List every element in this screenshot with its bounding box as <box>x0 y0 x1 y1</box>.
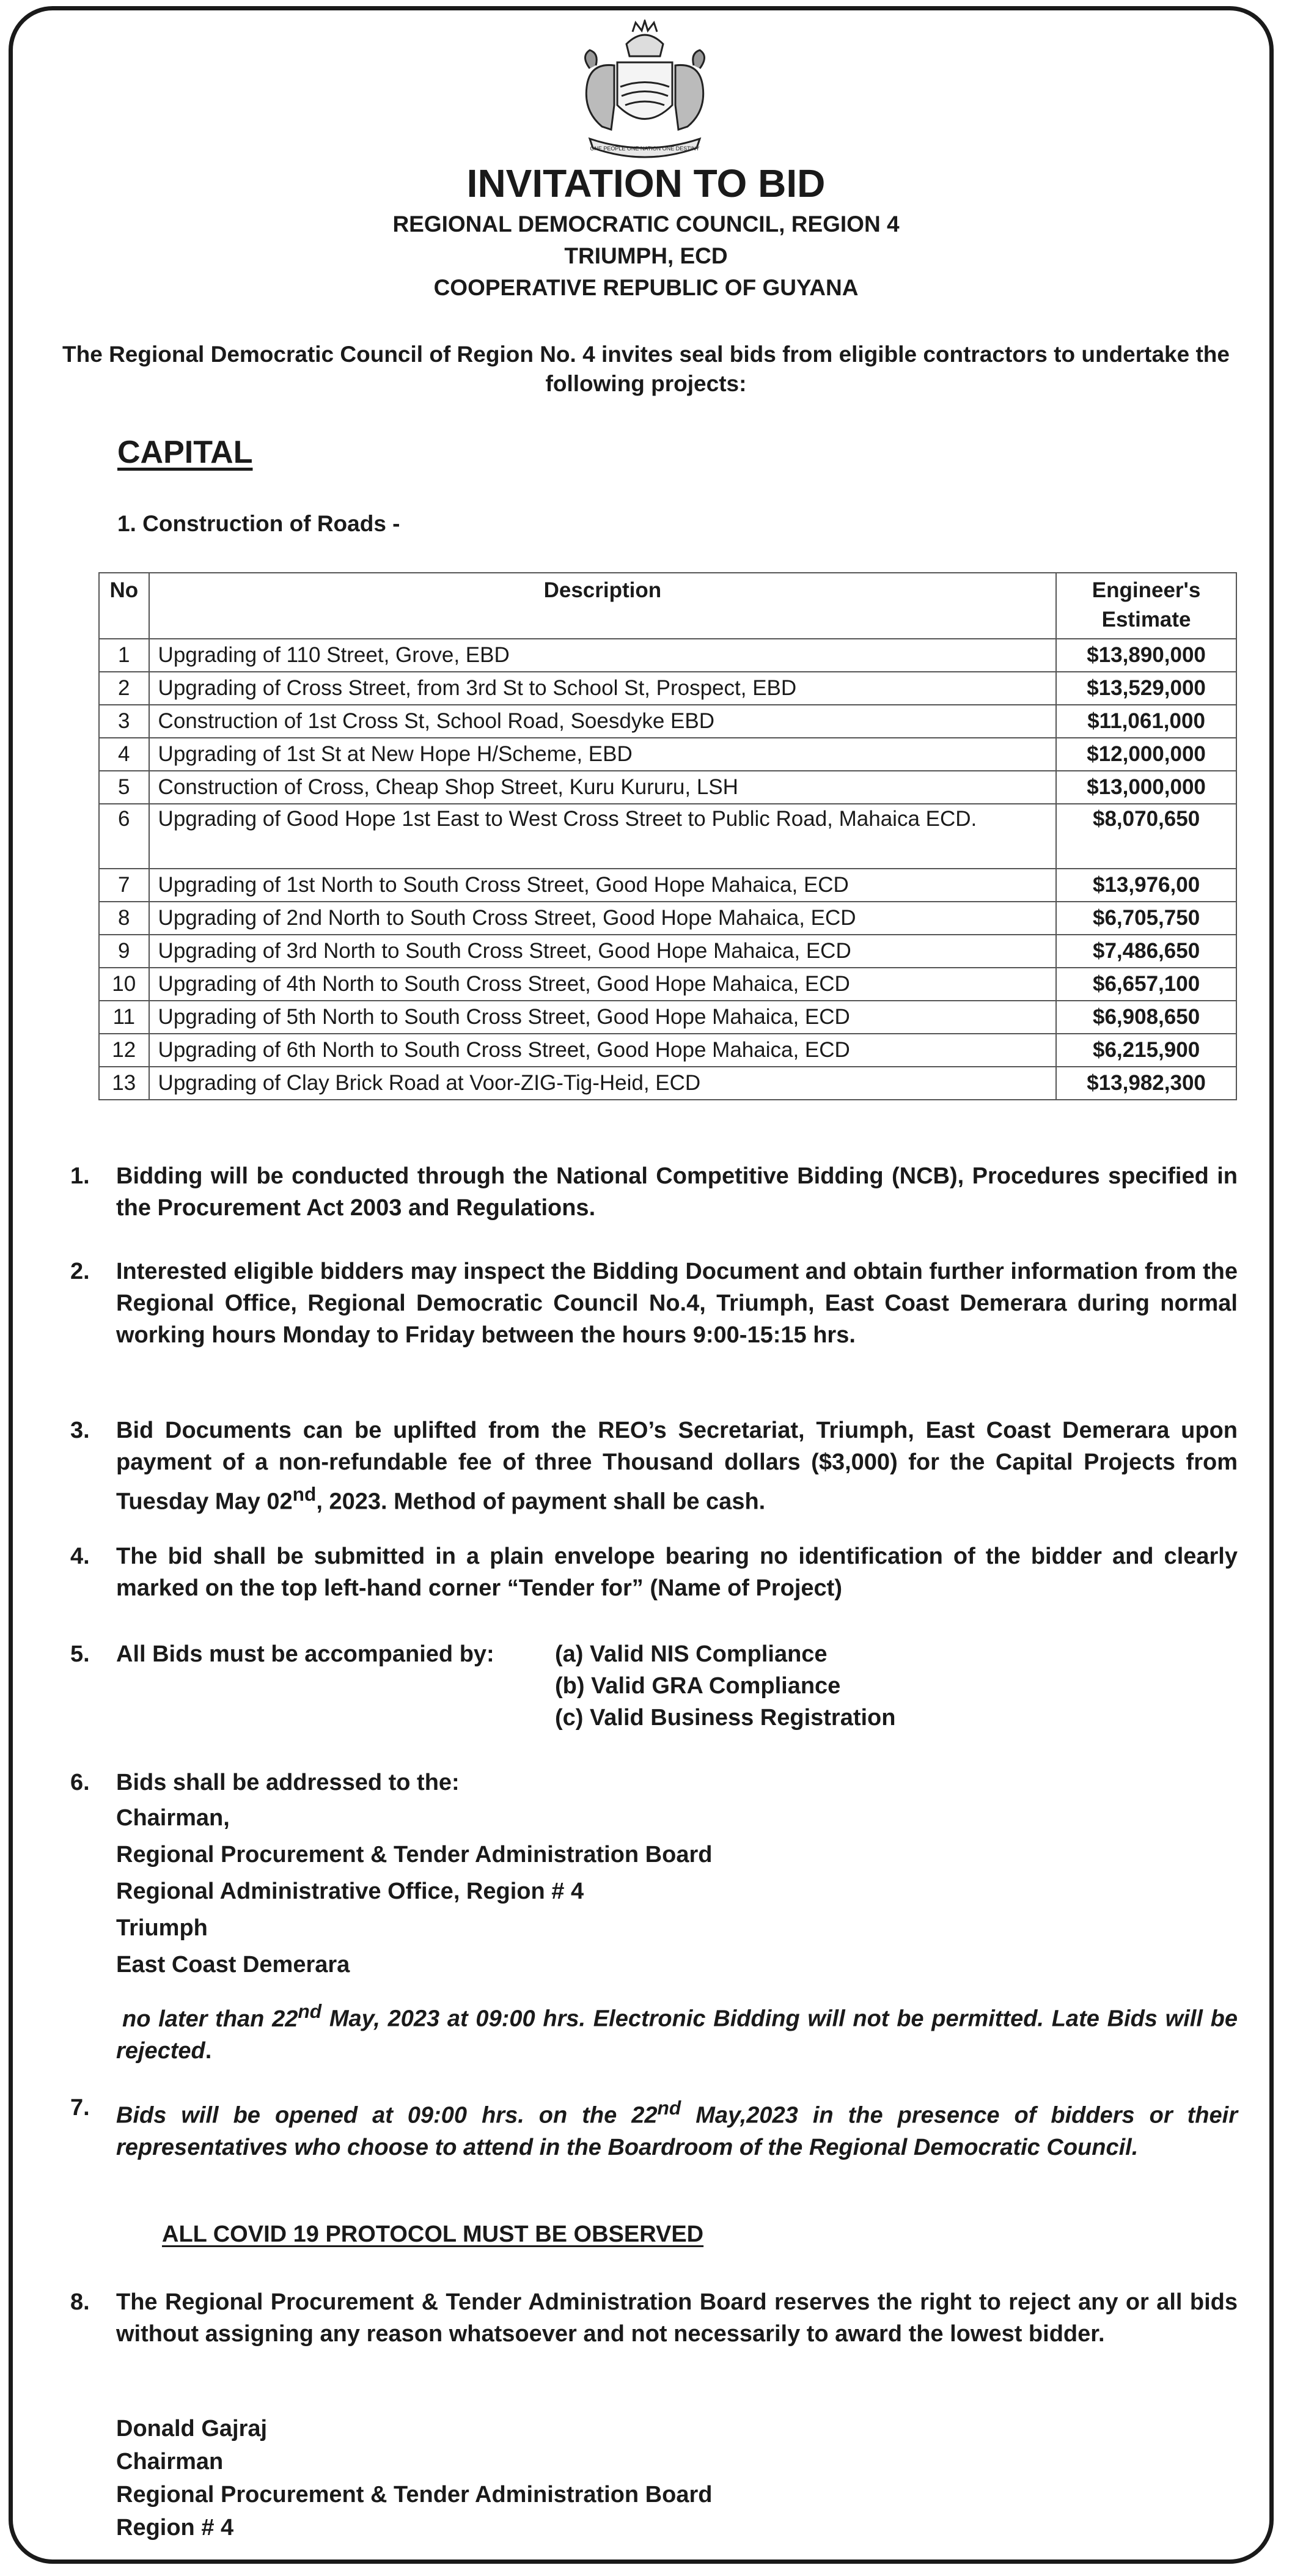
council-name: REGIONAL DEMOCRATIC COUNCIL, REGION 4 <box>392 212 900 237</box>
item-4 <box>70 1540 1238 1604</box>
address-line: Regional Procurement & Tender Administration Board <box>116 1842 713 1868</box>
row-estimate: $6,705,750 <box>1056 902 1236 935</box>
row-no: 12 <box>99 1034 149 1067</box>
council-location: TRIUMPH, ECD <box>564 243 728 268</box>
crest-motto: ONE PEOPLE ONE NATION ONE DESTINY <box>590 145 700 152</box>
item-7-text-a: Bids will be opened at 09:00 hrs. on the 22 <box>116 2102 658 2129</box>
header-estimate <box>1056 573 1236 639</box>
item-4-number: 4. <box>70 1544 90 1569</box>
deadline-text-d: . <box>205 2037 212 2064</box>
deadline-sup: nd <box>298 2000 322 2022</box>
bid-deadline <box>116 1995 1238 2067</box>
row-no: 9 <box>99 935 149 968</box>
roads-section-heading: 1. Construction of Roads - <box>117 511 400 536</box>
bid-address <box>116 1800 712 1983</box>
address-line: East Coast Demerara <box>116 1952 350 1978</box>
item-3-text-a: Bid Documents can be uplifted from the REO’s Secretariat, Triumph, East Coast Demerara upon payment of a non-refundable fee of three Thousand dollars ($3,000) for the Capital Projects from Tuesday May 02 <box>116 1418 1238 1515</box>
page-title: INVITATION TO BID <box>466 161 826 205</box>
table-row <box>99 935 1236 968</box>
coat-of-arms-emblem <box>553 20 736 160</box>
item-5-number: 5. <box>70 1641 90 1667</box>
deadline-text-a: no later than 22 <box>122 2006 298 2032</box>
requirement-nis: (a) Valid NIS Compliance <box>555 1641 828 1667</box>
table-row <box>99 672 1236 705</box>
row-estimate: $13,529,000 <box>1056 672 1236 705</box>
row-description: Upgrading of 1st North to South Cross Street, Good Hope Mahaica, ECD <box>149 869 1057 902</box>
requirements-list <box>498 1638 895 1734</box>
requirement-gra: (b) Valid GRA Compliance <box>555 1673 841 1699</box>
item-6-number: 6. <box>70 1770 90 1795</box>
item-2 <box>70 1256 1238 1351</box>
row-description: Upgrading of Clay Brick Road at Voor-ZIG-Tig-Heid, ECD <box>149 1067 1057 1100</box>
table-row <box>99 869 1236 902</box>
table-row <box>99 1034 1236 1067</box>
row-estimate: $13,982,300 <box>1056 1067 1236 1100</box>
row-no: 5 <box>99 771 149 804</box>
row-no: 6 <box>99 804 149 869</box>
row-estimate: $6,908,650 <box>1056 1001 1236 1034</box>
row-no: 2 <box>99 672 149 705</box>
item-7-sup: nd <box>657 2097 681 2119</box>
row-description: Upgrading of 3rd North to South Cross Street, Good Hope Mahaica, ECD <box>149 935 1057 968</box>
row-description: Upgrading of 4th North to South Cross Street, Good Hope Mahaica, ECD <box>149 968 1057 1001</box>
deadline-text-b: May, 2023 at 09:00 hrs. <box>321 2006 586 2032</box>
row-estimate: $13,000,000 <box>1056 771 1236 804</box>
row-no: 8 <box>99 902 149 935</box>
row-description: Upgrading of 5th North to South Cross Street, Good Hope Mahaica, ECD <box>149 1001 1057 1034</box>
item-7 <box>70 2092 1238 2163</box>
item-1 <box>70 1160 1238 1224</box>
table-header-row <box>99 573 1236 639</box>
row-no: 10 <box>99 968 149 1001</box>
item-3-text-b: , 2023. Method of payment shall be cash. <box>316 1489 766 1515</box>
item-8-text: The Regional Procurement & Tender Administration Board reserves the right to reject any or all bids without assigning any reason whatsoever and not necessarily to award the lowest bidder. <box>116 2289 1238 2347</box>
item-2-number: 2. <box>70 1259 90 1284</box>
capital-heading: CAPITAL <box>117 435 253 470</box>
item-2-text: Interested eligible bidders may inspect the Bidding Document and obtain further information from the Regional Office, Regional Democratic Council No.4, Triumph, East Coast Demerara during normal working hours Monday to Friday between the hours 9:00-15:15 hrs. <box>116 1259 1238 1348</box>
row-description: Upgrading of 6th North to South Cross Street, Good Hope Mahaica, ECD <box>149 1034 1057 1067</box>
item-5-lead: All Bids must be accompanied by: <box>116 1641 494 1667</box>
row-description: Upgrading of Cross Street, from 3rd St to School St, Prospect, EBD <box>149 672 1057 705</box>
item-8-number: 8. <box>70 2289 90 2315</box>
address-line: Regional Administrative Office, Region # 4 <box>116 1879 584 1904</box>
table-row <box>99 902 1236 935</box>
table-row <box>99 804 1236 869</box>
signatory-title: Chairman <box>116 2449 224 2475</box>
signatory-region: Region # 4 <box>116 2515 234 2541</box>
row-estimate: $13,976,00 <box>1056 869 1236 902</box>
row-no: 7 <box>99 869 149 902</box>
item-3-sup: nd <box>292 1483 317 1505</box>
row-estimate: $11,061,000 <box>1056 705 1236 738</box>
row-estimate: $8,070,650 <box>1056 804 1236 869</box>
item-4-text: The bid shall be submitted in a plain envelope bearing no identification of the bidder and clearly marked on the top left-hand corner “Tender for” (Name of Project) <box>116 1544 1238 1601</box>
row-estimate: $13,890,000 <box>1056 639 1236 672</box>
header-estimate-label: Engineer's Estimate <box>1092 578 1201 631</box>
table-row <box>99 968 1236 1001</box>
intro-text: The Regional Democratic Council of Region No. 4 invites seal bids from eligible contractors to undertake the following projects: <box>62 342 1230 396</box>
row-estimate: $12,000,000 <box>1056 738 1236 771</box>
row-no: 13 <box>99 1067 149 1100</box>
row-description: Construction of Cross, Cheap Shop Street, Kuru Kururu, LSH <box>149 771 1057 804</box>
table-row <box>99 738 1236 771</box>
row-description: Upgrading of 110 Street, Grove, EBD <box>149 639 1057 672</box>
item-6 <box>70 1767 1238 1798</box>
table-row <box>99 1067 1236 1100</box>
row-no: 3 <box>99 705 149 738</box>
signatory-board: Regional Procurement & Tender Administration Board <box>116 2482 713 2508</box>
signatory-name: Donald Gajraj <box>116 2416 268 2442</box>
item-1-text: Bidding will be conducted through the National Competitive Bidding (NCB), Procedures specified in the Procurement Act 2003 and Regulations. <box>116 1163 1238 1221</box>
header-description: Description <box>149 573 1057 639</box>
row-no: 11 <box>99 1001 149 1034</box>
country-name: COOPERATIVE REPUBLIC OF GUYANA <box>433 275 859 300</box>
covid-notice: ALL COVID 19 PROTOCOL MUST BE OBSERVED <box>162 2221 704 2247</box>
item-3 <box>70 1415 1238 1518</box>
table-row <box>99 1001 1236 1034</box>
row-no: 1 <box>99 639 149 672</box>
address-line: Triumph <box>116 1915 208 1941</box>
item-3-text <box>116 1415 1238 1518</box>
item-3-number: 3. <box>70 1418 90 1443</box>
table-row <box>99 771 1236 804</box>
row-description: Construction of 1st Cross St, School Road, Soesdyke EBD <box>149 705 1057 738</box>
item-7-number: 7. <box>70 2095 90 2121</box>
row-no: 4 <box>99 738 149 771</box>
row-estimate: $7,486,650 <box>1056 935 1236 968</box>
item-1-number: 1. <box>70 1163 90 1189</box>
address-line: Chairman, <box>116 1805 230 1831</box>
table-row <box>99 705 1236 738</box>
row-estimate: $6,657,100 <box>1056 968 1236 1001</box>
table-row <box>99 639 1236 672</box>
item-8 <box>70 2286 1238 2350</box>
header-no: No <box>99 573 149 639</box>
item-7-text <box>116 2092 1238 2163</box>
item-6-lead: Bids shall be addressed to the: <box>116 1770 460 1795</box>
item-7-text-b: May,2023 in the presence of bidders or their representatives who choose to attend in the Boardroom of the Regional Democratic Council. <box>116 2102 1238 2160</box>
row-estimate: $6,215,900 <box>1056 1034 1236 1067</box>
row-description: Upgrading of 1st St at New Hope H/Scheme, EBD <box>149 738 1057 771</box>
signature-block <box>116 2412 712 2544</box>
row-description: Upgrading of 2nd North to South Cross Street, Good Hope Mahaica, ECD <box>149 902 1057 935</box>
projects-table <box>98 572 1237 1100</box>
deadline-text-c: Electronic Bidding will not be permitted. Late Bids will be rejected <box>116 2006 1238 2064</box>
requirement-business-registration: (c) Valid Business Registration <box>555 1705 896 1731</box>
row-description: Upgrading of Good Hope 1st East to West Cross Street to Public Road, Mahaica ECD. <box>149 804 1057 869</box>
